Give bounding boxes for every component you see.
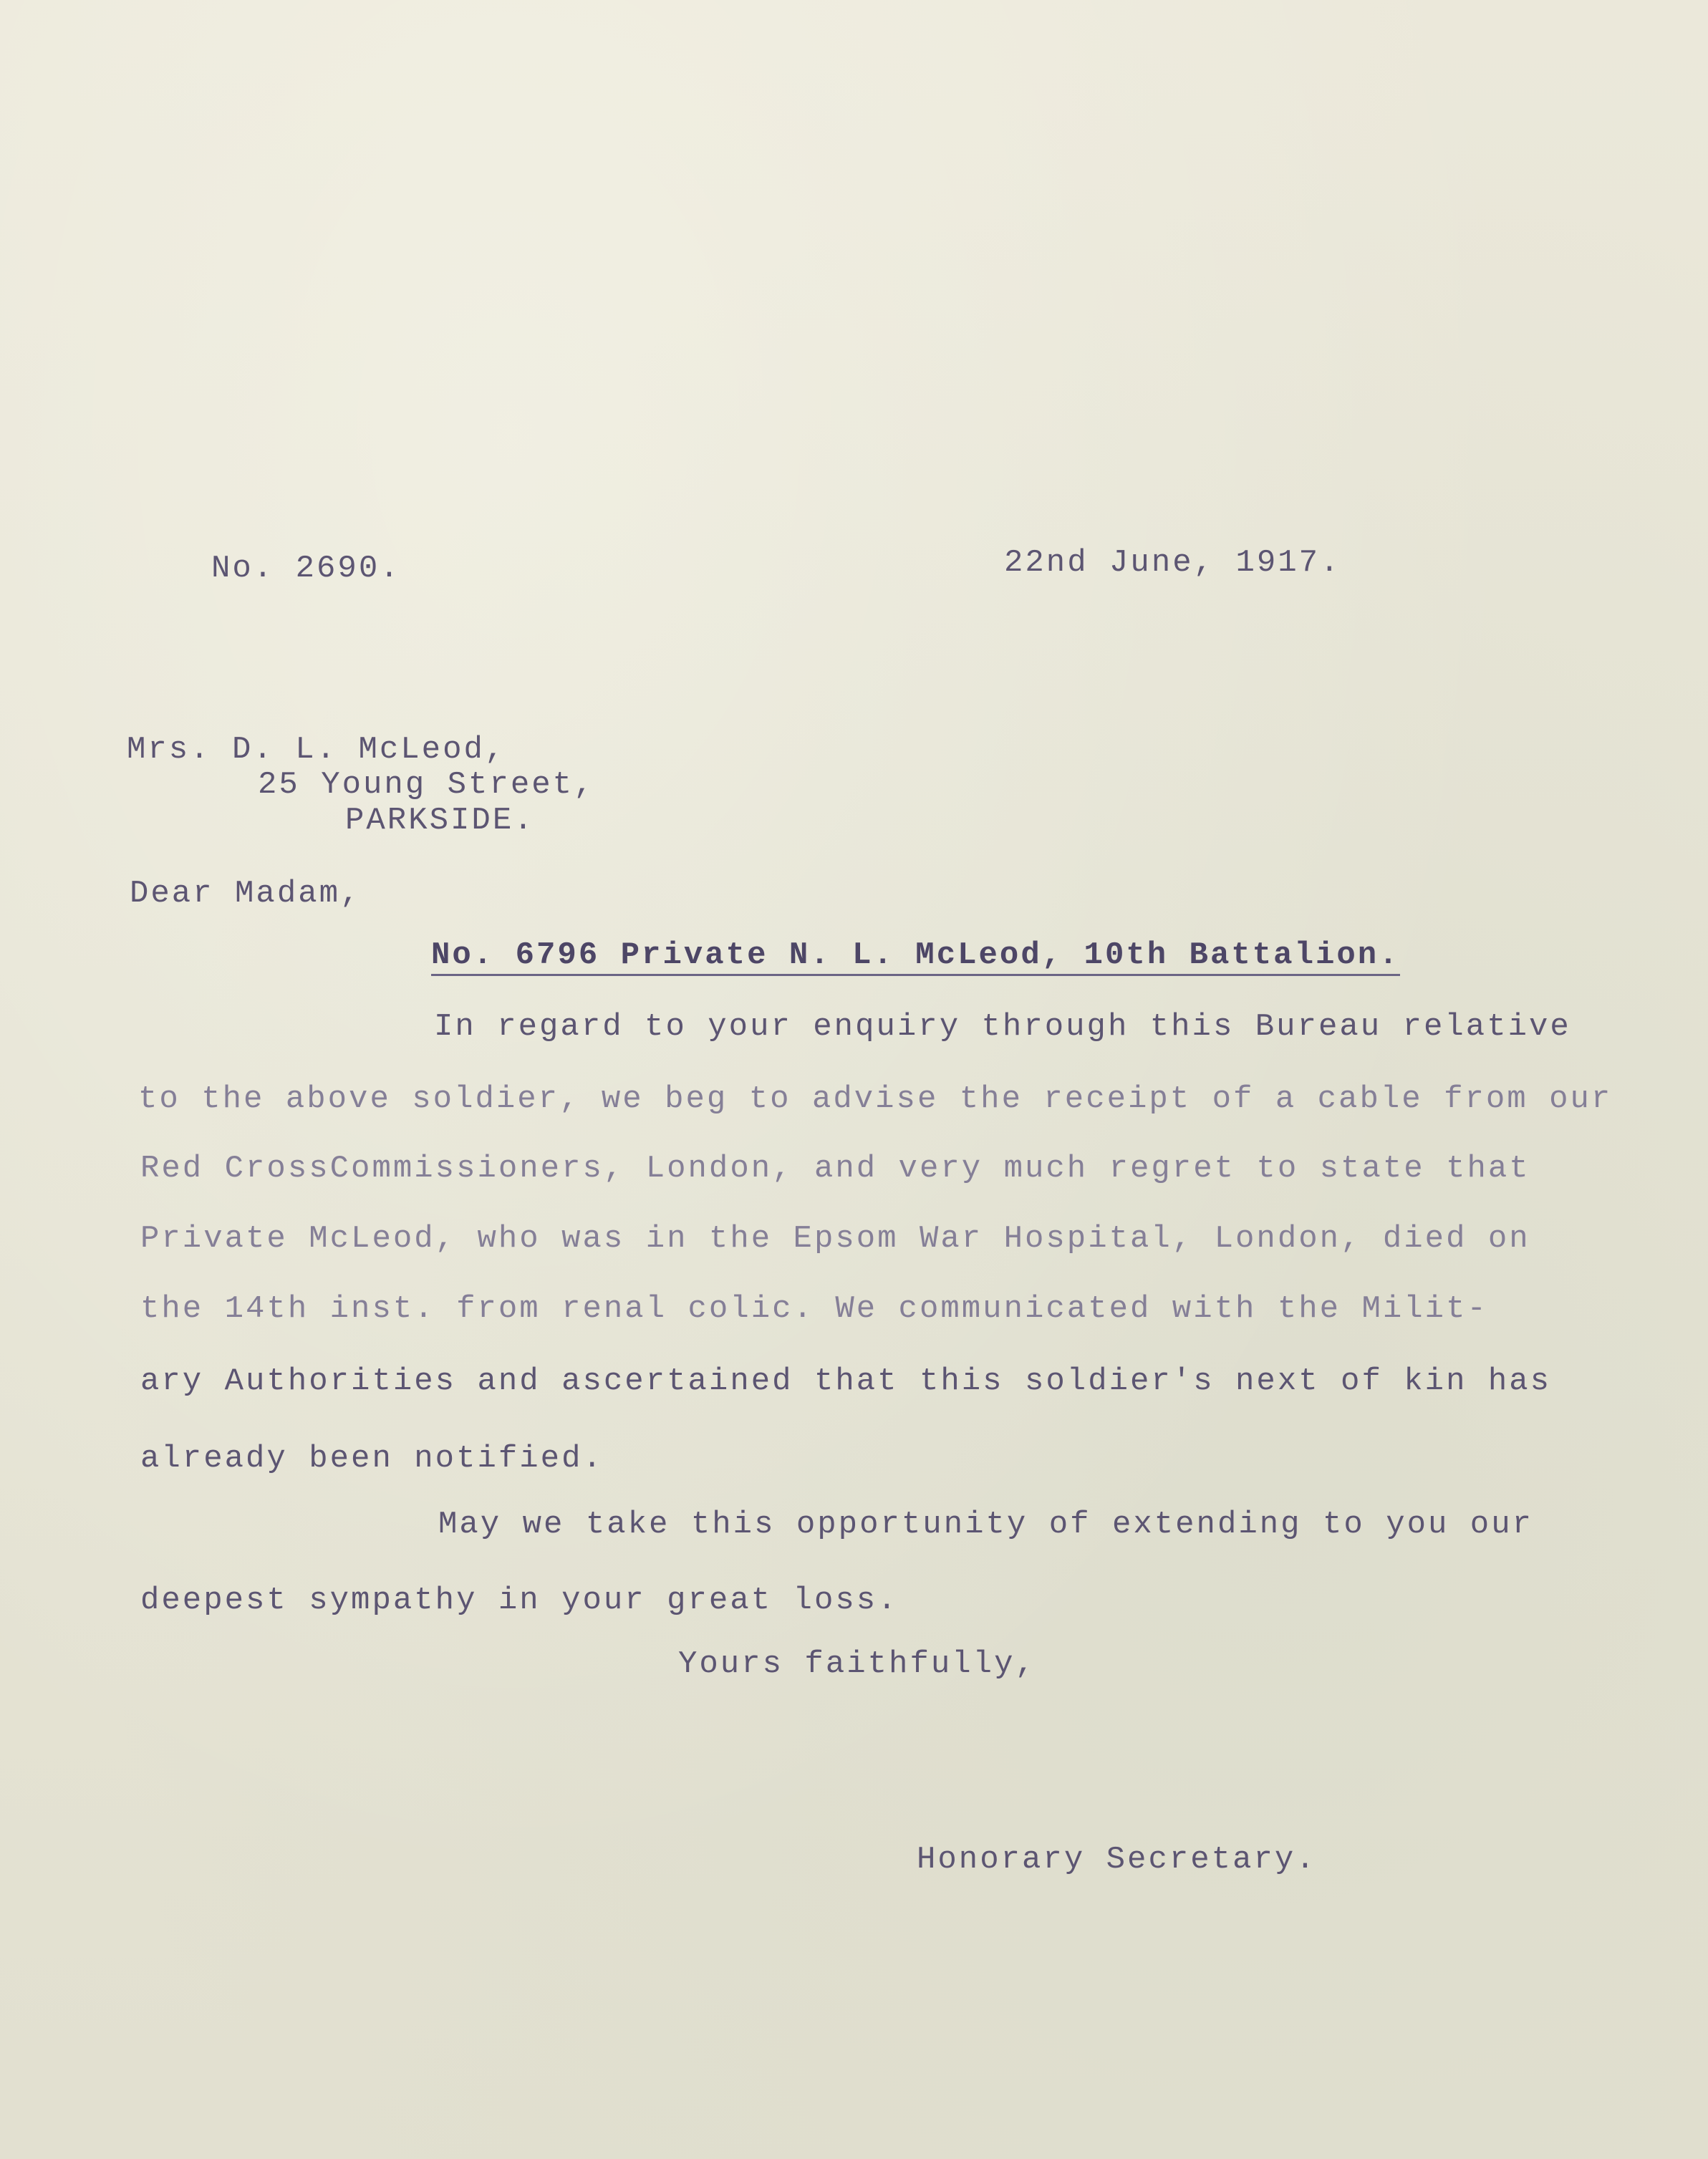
letter-date: 22nd June, 1917. <box>1004 545 1341 581</box>
body-line: May we take this opportunity of extending to you our <box>438 1507 1534 1542</box>
signatory-title: Honorary Secretary. <box>917 1842 1317 1878</box>
body-line: the 14th inst. from renal colic. We communicated with the Milit- <box>140 1291 1488 1327</box>
body-line: already been notified. <box>140 1441 604 1477</box>
addressee-name: Mrs. D. L. McLeod, <box>127 732 506 768</box>
addressee-street: 25 Young Street, <box>258 767 595 803</box>
reference-number: No. 2690. <box>211 551 401 586</box>
body-line: to the above soldier, we beg to advise the receipt of a cable from our <box>138 1081 1613 1117</box>
body-line: Red CrossCommissioners, London, and very much regret to state that <box>140 1151 1530 1187</box>
salutation: Dear Madam, <box>130 876 362 912</box>
closing: Yours faithfully, <box>678 1646 1036 1682</box>
body-line: In regard to your enquiry through this Bureau relative <box>434 1009 1571 1045</box>
body-line: deepest sympathy in your great loss. <box>140 1583 899 1618</box>
addressee-suburb: PARKSIDE. <box>345 803 535 839</box>
body-line: Private McLeod, who was in the Epsom War Hospital, London, died on <box>140 1221 1530 1257</box>
body-line: ary Authorities and ascertained that this soldier's next of kin has <box>140 1363 1552 1399</box>
subject-line: No. 6796 Private N. L. McLeod, 10th Battalion. <box>431 940 1400 976</box>
